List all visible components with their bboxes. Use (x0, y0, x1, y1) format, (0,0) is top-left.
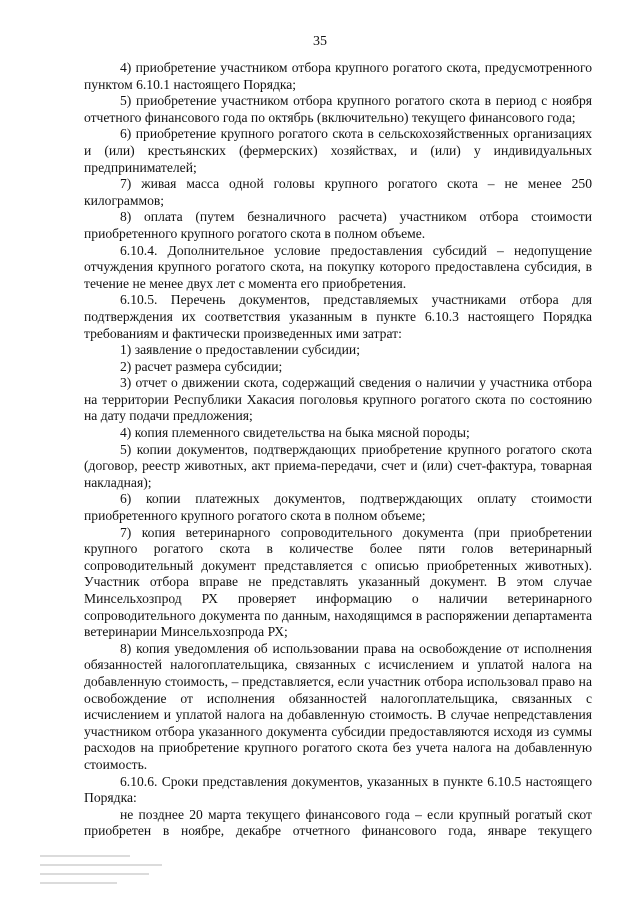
paragraph: 8) копия уведомления об использовании права на освобождение от исполнения обязанностей налогоплательщика, связанных с исчислением и уплатой налога на добавленную стоимость, – представляется, если участник отбора использовал право на освобождение от исполнения обязанностей налогоплательщика, связанных с исчислением и уплатой налога на добавленную стоимость. В случае непредставления участником отбора указанного документа субсидии предоставляются исходя из суммы расходов на приобретение крупного рогатого скота без учета налога на добавленную стоимость. (84, 640, 592, 772)
paragraph: 6) приобретение крупного рогатого скота в сельскохозяйственных организациях и (или) крестьянских (фермерских) хозяйствах, и (или) у индивидуальных предпринимателей; (84, 126, 592, 175)
paragraph: 6.10.4. Дополнительное условие предоставления субсидий – недопущение отчуждения крупного рогатого скота, на покупку которого предоставлена субсидия, в течение не менее двух лет с момента его приобретения. (84, 242, 592, 291)
paragraph: 6) копии платежных документов, подтверждающих оплату стоимости приобретенного крупного рогатого скота в полном объеме; (84, 491, 592, 524)
paragraph: 5) копии документов, подтверждающих приобретение крупного рогатого скота (договор, реестр животных, акт приема-передачи, счет и (или) счет-фактура, товарная накладная); (84, 441, 592, 490)
document-body (84, 60, 592, 840)
paragraph: 6.10.6. Сроки представления документов, указанных в пункте 6.10.5 настоящего Порядка: (84, 773, 592, 806)
paragraph: 3) отчет о движении скота, содержащий сведения о наличии у участника отбора на территории Республики Хакасия поголовья крупного рогатого скота по состоянию на дату подачи предложения; (84, 375, 592, 424)
paragraph: 1) заявление о предоставлении субсидии; (120, 342, 360, 358)
paragraph: 6.10.5. Перечень документов, представляемых участниками отбора для подтверждения их соответствия указанным в пункте 6.10.3 настоящего Порядка требованиям и фактически произведенных ими затрат: (84, 292, 592, 341)
paragraph: 4) копия племенного свидетельства на быка мясной породы; (120, 425, 470, 441)
page-number: 35 (313, 34, 327, 49)
paragraph: не позднее 20 марта текущего финансового года – если крупный рогатый скот приобретен в ноябре, декабре отчетного финансового года, январе текущего (84, 806, 592, 839)
paragraph: 4) приобретение участником отбора крупного рогатого скота, предусмотренного пунктом 6.10.1 настоящего Порядка; (84, 60, 592, 92)
paragraph: 2) расчет размера субсидии; (120, 358, 283, 374)
paragraph: 7) живая масса одной головы крупного рогатого скота – не менее 250 килограммов; (84, 176, 592, 208)
paragraph: 7) копия ветеринарного сопроводительного документа (при приобретении крупного рогатого скота в количестве более пяти голов ветеринарный сопроводительный документ представляется с описью приобретенных животных). Участник отбора вправе не представлять указанный документ. В этом случае Минсельхозпрод РХ проверяет информацию о наличии ветеринарного сопроводительного документа по данным, находящимся в распоряжении департамента ветеринарии Минсельхозпрода РХ; (84, 524, 592, 640)
paragraph: 5) приобретение участником отбора крупного рогатого скота в период с ноября отчетного финансового года по октябрь (включительно) текущего финансового года; (84, 93, 592, 125)
faded-stamp (40, 848, 168, 898)
paragraph: 8) оплата (путем безналичного расчета) участником отбора стоимости приобретенного крупного рогатого скота в полном объеме. (84, 209, 592, 241)
